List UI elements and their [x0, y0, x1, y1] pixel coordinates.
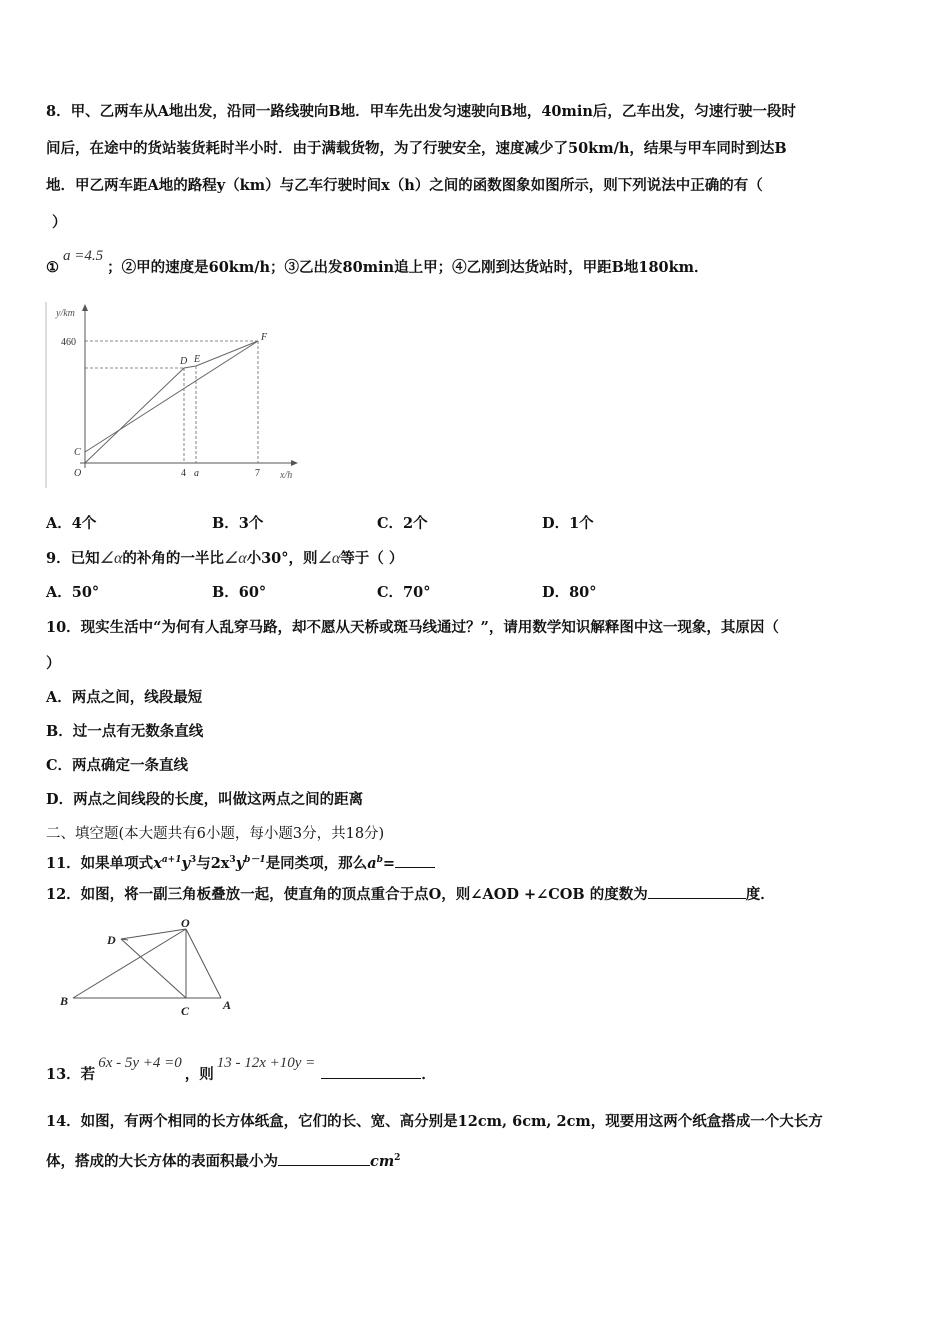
q9-mid: 的补角的一半比 [122, 550, 224, 567]
q9-post: 等于（ ） [340, 550, 404, 567]
point-f: F [261, 332, 268, 343]
q8-line4: ） [52, 214, 67, 231]
q14-unit: cm [370, 1152, 395, 1170]
q11-a-exp: b [376, 855, 383, 865]
section-2-heading: 二、填空题(本大题共有6小题，每小题3分，共18分) [46, 826, 385, 842]
q9-mid2: 小30°，则 [246, 550, 318, 567]
q11-term2-x-exp: 3 [229, 855, 236, 865]
q11-y-exp: 3 [189, 855, 197, 865]
q9-option-d[interactable]: D．80° [542, 584, 597, 601]
q11-term2-y-exp: b－1 [244, 855, 266, 865]
q8-circle-1: ① [46, 259, 59, 276]
q8-option-d[interactable]: D．1个 [542, 515, 594, 532]
q11-x: x [153, 854, 162, 872]
q11-post: 是同类项，那么 [265, 854, 368, 872]
y-axis-label: y/km [56, 308, 75, 319]
q14-line1: 14．如图，有两个相同的长方体纸盒，它们的长、宽、高分别是12cm, 6cm, 2cm，现要用这两个纸盒搭成一个大长方 [46, 1113, 823, 1130]
q13-expr2: 13 - 12x +10y = [216, 1055, 316, 1071]
q14-answer-blank[interactable] [278, 1151, 370, 1166]
x-tick-4: 4 [181, 468, 186, 479]
label-c: C [181, 1004, 190, 1018]
q14-line2 [46, 1148, 400, 1172]
q13-expr1: 6x - 5y +4 =0 [98, 1055, 182, 1071]
jia-line [85, 341, 258, 452]
q11-a: a [367, 854, 377, 872]
q8-expr-a: a =4.5 [63, 248, 104, 264]
q11-pre: 11．如果单项式 [46, 854, 154, 872]
q10-line2: ） [46, 655, 61, 672]
q9-stem [46, 549, 403, 569]
q13-pre: 13．若 [46, 1066, 96, 1083]
q9-option-c[interactable]: C．70° [377, 584, 431, 601]
q8-statements [46, 248, 709, 278]
q13-answer-blank[interactable] [321, 1064, 421, 1079]
q10-option-d[interactable]: D．两点之间线段的长度，叫做这两点之间的距离 [46, 791, 364, 808]
q11-x-exp: a+1 [161, 855, 182, 865]
origin-label: O [74, 468, 82, 479]
q8-graph [44, 298, 310, 493]
q9-option-a[interactable]: A．50° [46, 584, 100, 601]
q8-line2: 间后，在途中的货站装货耗时半小时．由于满载货物，为了行驶安全，速度减少了50km/h，结果与甲车同时到达B [46, 140, 787, 157]
q11-answer-blank[interactable] [395, 853, 435, 868]
q10-option-a[interactable]: A．两点之间，线段最短 [46, 689, 203, 706]
q12-stem [46, 884, 775, 905]
q10-line1: 10．现实生活中“为何有人乱穿马路，却不愿从天桥或斑马线通过？”，请用数学知识解释图中这一现象，其原因（ [46, 619, 779, 636]
q11-eq: = [382, 854, 396, 872]
q9-alpha-1: ∠α [99, 550, 123, 567]
q9-option-b[interactable]: B．60° [212, 584, 267, 601]
q13-post: ． [421, 1066, 436, 1083]
point-c: C [74, 447, 81, 458]
y-tick-460: 460 [61, 337, 76, 348]
q9-alpha-3: ∠α [317, 550, 341, 567]
q13-mid: ，则 [184, 1066, 214, 1083]
q10-option-b[interactable]: B．过一点有无数条直线 [46, 723, 204, 740]
q11-term2-y: y [235, 854, 245, 872]
label-a: A [223, 998, 232, 1012]
x-tick-a: a [194, 468, 199, 479]
q11-mid: 与 [196, 854, 211, 872]
x-axis-label: x/h [280, 470, 293, 481]
q8-line1: 8．甲、乙两车从A地出发，沿同一路线驶向B地．甲车先出发匀速驶向B地，40min后，乙车出发，匀速行驶一段时 [46, 103, 796, 120]
label-d: D [107, 933, 116, 947]
q13-stem [46, 1055, 436, 1085]
q12-answer-blank[interactable] [648, 884, 746, 899]
q12-post: 度． [745, 886, 775, 903]
q8-line3: 地．甲乙两车距A地的路程y（km）与乙车行驶时间x（h）之间的函数图象如图所示，则下列说法中正确的有（ [46, 177, 763, 194]
yi-line [85, 341, 258, 463]
q14-line2-text: 体，搭成的大长方体的表面积最小为 [46, 1152, 278, 1170]
q11-stem [46, 850, 435, 874]
q8-option-b[interactable]: B．3个 [212, 515, 264, 532]
q8-option-c[interactable]: C．2个 [377, 515, 428, 532]
label-b: B [60, 994, 69, 1008]
q11-term2: 2x [210, 854, 230, 872]
q10-option-c[interactable]: C．两点确定一条直线 [46, 757, 189, 774]
x-axis-arrow [291, 460, 298, 466]
q14-unit-exp: 2 [394, 1153, 401, 1163]
q8-option-a[interactable]: A．4个 [46, 515, 97, 532]
label-o: O [181, 916, 190, 930]
q9-alpha-2: ∠α [223, 550, 247, 567]
x-tick-7: 7 [255, 468, 260, 479]
q9-pre: 9．已知 [46, 550, 100, 567]
q11-y: y [181, 854, 190, 872]
q8-statements-rest: ；②甲的速度是60km/h；③乙出发80min追上甲；④乙刚到达货站时，甲距B地180km． [107, 259, 709, 276]
y-axis-arrow [82, 304, 88, 311]
q12-text: 12．如图，将一副三角板叠放一起，使直角的顶点重合于点O，则∠AOD +∠COB 的度数为 [46, 886, 648, 903]
point-d: D [180, 356, 188, 367]
point-e: E [194, 354, 201, 365]
q12-figure [50, 912, 250, 1022]
